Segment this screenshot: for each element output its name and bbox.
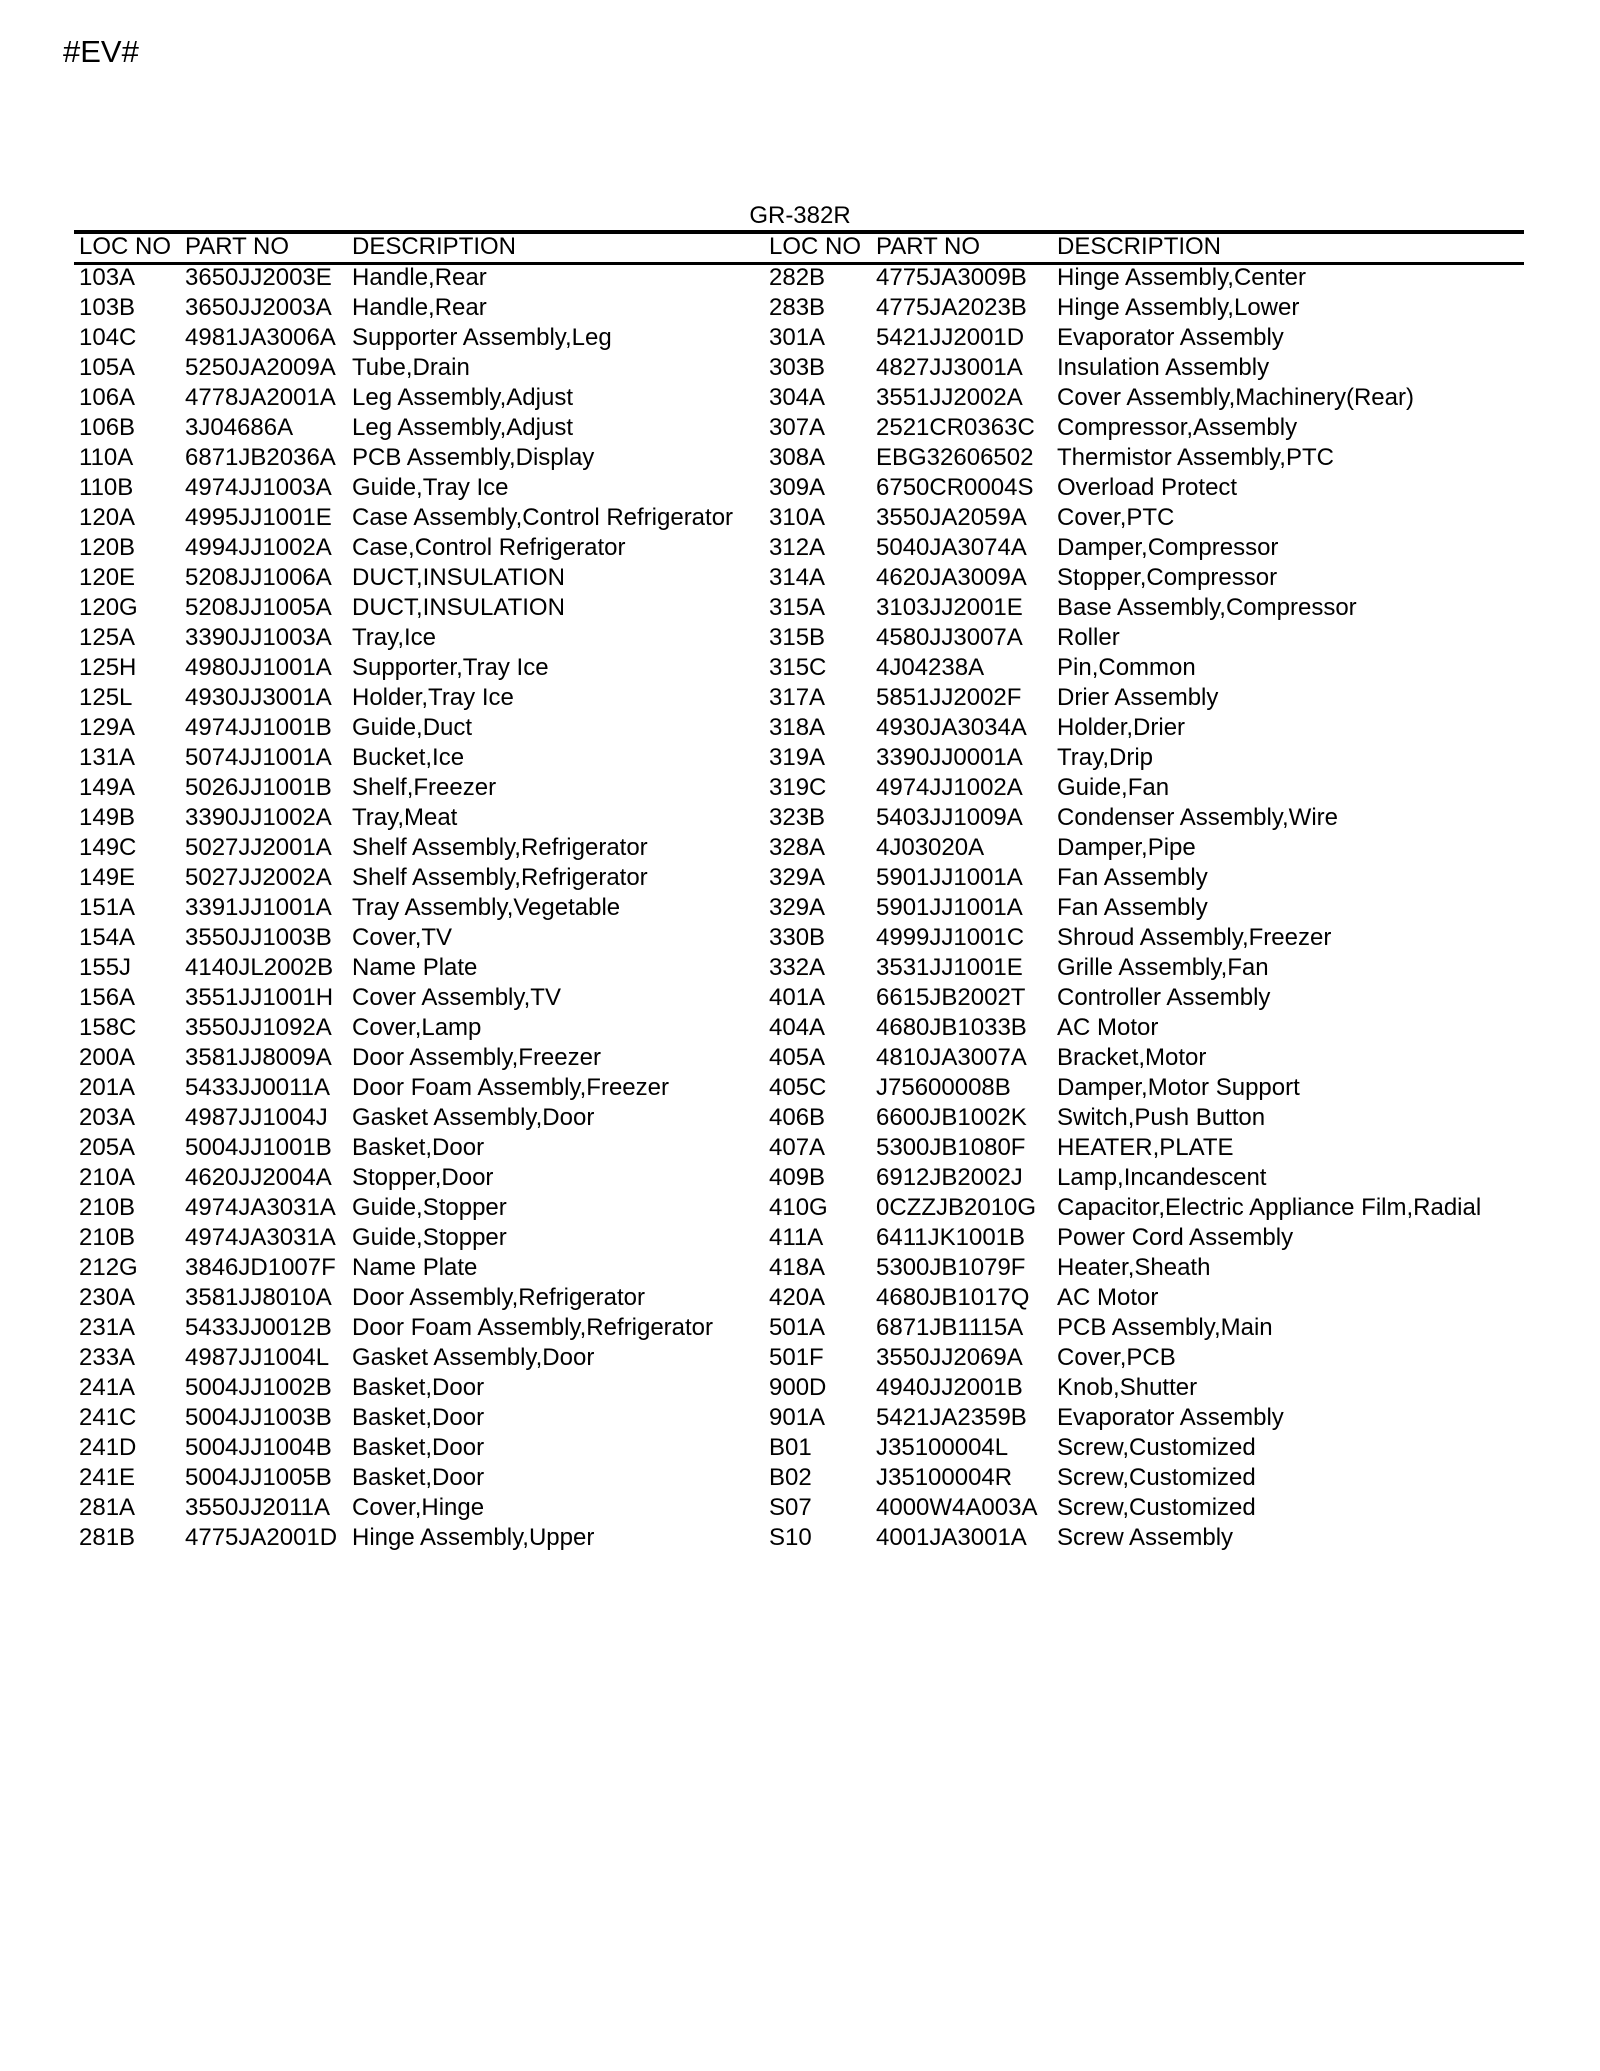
- left-desc-cell: Basket,Door: [352, 1464, 485, 1491]
- right-desc-cell: Evaporator Assembly: [1057, 1404, 1284, 1431]
- right-part-cell: 4930JA3034A: [876, 714, 1027, 741]
- right-desc-cell: Roller: [1057, 624, 1120, 651]
- right-part-cell: 5403JJ1009A: [876, 804, 1023, 831]
- left-part-cell: 3390JJ1002A: [185, 804, 332, 831]
- left-loc-cell: 106B: [79, 414, 136, 441]
- left-part-cell: 5026JJ1001B: [185, 774, 332, 801]
- right-loc-cell: 317A: [769, 684, 826, 711]
- right-desc-cell: Switch,Push Button: [1057, 1104, 1266, 1131]
- right-loc-header: LOC NO: [769, 233, 862, 260]
- left-loc-cell: 125H: [79, 654, 137, 681]
- left-part-cell: 3650JJ2003E: [185, 264, 332, 291]
- right-part-cell: 4810JA3007A: [876, 1044, 1027, 1071]
- right-loc-cell: 323B: [769, 804, 826, 831]
- right-part-cell: 6871JB1115A: [876, 1314, 1024, 1341]
- right-part-cell: 6912JB2002J: [876, 1164, 1023, 1191]
- left-desc-cell: Guide,Stopper: [352, 1194, 507, 1221]
- right-part-cell: J35100004L: [876, 1434, 1009, 1461]
- left-desc-cell: Cover,TV: [352, 924, 453, 951]
- left-loc-cell: 103B: [79, 294, 136, 321]
- right-loc-cell: 329A: [769, 864, 826, 891]
- right-part-cell: 6750CR0004S: [876, 474, 1034, 501]
- right-desc-cell: Cover,PTC: [1057, 504, 1175, 531]
- left-loc-cell: 129A: [79, 714, 136, 741]
- right-desc-cell: Condenser Assembly,Wire: [1057, 804, 1338, 831]
- left-part-cell: 4987JJ1004J: [185, 1104, 328, 1131]
- right-part-cell: 4775JA2023B: [876, 294, 1027, 321]
- right-part-cell: 3531JJ1001E: [876, 954, 1023, 981]
- right-loc-cell: 319A: [769, 744, 826, 771]
- left-desc-cell: Case,Control Refrigerator: [352, 534, 626, 561]
- right-desc-cell: Damper,Compressor: [1057, 534, 1279, 561]
- left-loc-cell: 120E: [79, 564, 136, 591]
- right-desc-cell: Pin,Common: [1057, 654, 1196, 681]
- left-desc-cell: Handle,Rear: [352, 294, 487, 321]
- left-desc-cell: Basket,Door: [352, 1404, 485, 1431]
- parts-table: [0, 232, 1600, 1592]
- right-desc-cell: Stopper,Compressor: [1057, 564, 1278, 591]
- right-part-cell: 2521CR0363C: [876, 414, 1035, 441]
- right-loc-cell: 900D: [769, 1374, 827, 1401]
- right-loc-cell: 901A: [769, 1404, 826, 1431]
- left-desc-cell: Basket,Door: [352, 1134, 485, 1161]
- right-desc-header: DESCRIPTION: [1057, 233, 1222, 260]
- left-part-cell: 3550JJ1003B: [185, 924, 332, 951]
- left-desc-cell: Handle,Rear: [352, 264, 487, 291]
- left-loc-cell: 233A: [79, 1344, 136, 1371]
- right-part-cell: 5421JJ2001D: [876, 324, 1025, 351]
- right-desc-rows: [1057, 263, 1481, 1553]
- right-loc-cell: 418A: [769, 1254, 826, 1281]
- left-loc-cell: 200A: [79, 1044, 136, 1071]
- left-loc-cell: 230A: [79, 1284, 136, 1311]
- right-loc-cell: 420A: [769, 1284, 826, 1311]
- right-desc-cell: Capacitor,Electric Appliance Film,Radial: [1057, 1194, 1482, 1221]
- left-desc-rows: [352, 263, 733, 1553]
- left-loc-cell: 210A: [79, 1164, 136, 1191]
- left-loc-cell: 241C: [79, 1404, 137, 1431]
- right-loc-cell: 411A: [769, 1224, 824, 1251]
- right-loc-cell: 282B: [769, 264, 826, 291]
- left-desc-cell: Tray Assembly,Vegetable: [352, 894, 621, 921]
- left-part-cell: 4620JJ2004A: [185, 1164, 332, 1191]
- right-loc-cell: 405A: [769, 1044, 826, 1071]
- left-part-cell: 4140JL2002B: [185, 954, 334, 981]
- right-part-column: [876, 232, 1038, 1551]
- right-desc-cell: Hinge Assembly,Lower: [1057, 294, 1300, 321]
- right-loc-cell: S07: [769, 1494, 812, 1521]
- left-loc-header: LOC NO: [79, 233, 172, 260]
- left-part-cell: 4974JJ1003A: [185, 474, 332, 501]
- left-loc-cell: 205A: [79, 1134, 136, 1161]
- left-desc-cell: Cover,Hinge: [352, 1494, 485, 1521]
- left-loc-cell: 105A: [79, 354, 136, 381]
- left-desc-column: [352, 232, 734, 1551]
- left-desc-header: DESCRIPTION: [352, 233, 517, 260]
- left-desc-cell: Stopper,Door: [352, 1164, 494, 1191]
- left-desc-cell: Guide,Duct: [352, 714, 473, 741]
- right-desc-cell: Insulation Assembly: [1057, 354, 1270, 381]
- left-desc-cell: Door Foam Assembly,Freezer: [352, 1074, 669, 1101]
- left-loc-cell: 158C: [79, 1014, 137, 1041]
- right-desc-cell: Holder,Drier: [1057, 714, 1186, 741]
- right-loc-cell: 283B: [769, 294, 826, 321]
- left-part-cell: 4974JJ1001B: [185, 714, 332, 741]
- right-part-cell: 3551JJ2002A: [876, 384, 1023, 411]
- left-part-cell: 5250JA2009A: [185, 354, 336, 381]
- right-part-cell: 4974JJ1002A: [876, 774, 1023, 801]
- left-desc-cell: PCB Assembly,Display: [352, 444, 595, 471]
- left-desc-cell: Door Foam Assembly,Refrigerator: [352, 1314, 714, 1341]
- right-desc-cell: Screw Assembly: [1057, 1524, 1234, 1551]
- left-desc-cell: Case Assembly,Control Refrigerator: [352, 504, 734, 531]
- left-loc-cell: 231A: [79, 1314, 136, 1341]
- right-desc-cell: Screw,Customized: [1057, 1494, 1256, 1521]
- right-loc-cell: 405C: [769, 1074, 827, 1101]
- right-part-cell: 6615JB2002T: [876, 984, 1026, 1011]
- left-loc-cell: 241D: [79, 1434, 137, 1461]
- page-tag: #EV#: [63, 34, 139, 69]
- right-desc-cell: AC Motor: [1057, 1284, 1159, 1311]
- left-part-cell: 3J04686A: [185, 414, 294, 441]
- right-loc-cell: 315A: [769, 594, 826, 621]
- right-desc-cell: Grille Assembly,Fan: [1057, 954, 1269, 981]
- left-part-cell: 5027JJ2001A: [185, 834, 332, 861]
- left-part-cell: 5004JJ1003B: [185, 1404, 332, 1431]
- left-desc-cell: Name Plate: [352, 954, 478, 981]
- left-loc-cell: 241A: [79, 1374, 136, 1401]
- left-loc-cell: 104C: [79, 324, 137, 351]
- left-desc-cell: Leg Assembly,Adjust: [352, 384, 574, 411]
- left-part-cell: 5208JJ1005A: [185, 594, 332, 621]
- right-loc-cell: 310A: [769, 504, 826, 531]
- left-loc-cell: 125A: [79, 624, 136, 651]
- right-desc-cell: Damper,Motor Support: [1057, 1074, 1300, 1101]
- right-loc-cell: B01: [769, 1434, 812, 1461]
- right-loc-cell: 314A: [769, 564, 826, 591]
- right-part-cell: 5300JB1079F: [876, 1254, 1026, 1281]
- right-part-cell: 3550JA2059A: [876, 504, 1027, 531]
- right-loc-cell: 318A: [769, 714, 826, 741]
- right-loc-cell: 407A: [769, 1134, 826, 1161]
- right-part-cell: 5901JJ1001A: [876, 864, 1023, 891]
- right-part-cell: EBG32606502: [876, 444, 1034, 471]
- right-loc-column: [769, 232, 862, 1551]
- right-part-cell: 5040JA3074A: [876, 534, 1027, 561]
- left-part-cell: 3581JJ8009A: [185, 1044, 332, 1071]
- right-loc-cell: 309A: [769, 474, 826, 501]
- right-loc-cell: 409B: [769, 1164, 826, 1191]
- right-desc-cell: Controller Assembly: [1057, 984, 1271, 1011]
- right-desc-cell: HEATER,PLATE: [1057, 1134, 1234, 1161]
- right-loc-cell: 501A: [769, 1314, 826, 1341]
- right-part-cell: 4620JA3009A: [876, 564, 1027, 591]
- left-loc-cell: 241E: [79, 1464, 136, 1491]
- right-part-cell: 4827JJ3001A: [876, 354, 1023, 381]
- right-desc-cell: Fan Assembly: [1057, 864, 1208, 891]
- left-part-cell: 4981JA3006A: [185, 324, 336, 351]
- left-desc-cell: DUCT,INSULATION: [352, 564, 565, 591]
- left-loc-cell: 120B: [79, 534, 136, 561]
- right-loc-cell: 312A: [769, 534, 826, 561]
- right-part-cell: 4680JB1033B: [876, 1014, 1027, 1041]
- left-loc-cell: 110B: [79, 474, 134, 501]
- right-loc-cell: 304A: [769, 384, 826, 411]
- right-part-cell: 4000W4A003A: [876, 1494, 1038, 1521]
- left-desc-cell: Tray,Meat: [352, 804, 458, 831]
- left-desc-cell: Hinge Assembly,Upper: [352, 1524, 595, 1551]
- right-desc-cell: Knob,Shutter: [1057, 1374, 1198, 1401]
- left-part-header: PART NO: [185, 233, 290, 260]
- right-desc-cell: Tray,Drip: [1057, 744, 1153, 771]
- left-part-cell: 3391JJ1001A: [185, 894, 332, 921]
- right-desc-cell: Screw,Customized: [1057, 1434, 1256, 1461]
- left-part-cell: 4980JJ1001A: [185, 654, 332, 681]
- left-part-cell: 5004JJ1004B: [185, 1434, 332, 1461]
- left-desc-cell: Name Plate: [352, 1254, 478, 1281]
- left-desc-cell: Holder,Tray Ice: [352, 684, 514, 711]
- left-part-cell: 3650JJ2003A: [185, 294, 332, 321]
- left-loc-cell: 151A: [79, 894, 136, 921]
- right-part-cell: 5901JJ1001A: [876, 894, 1023, 921]
- left-loc-cell: 203A: [79, 1104, 136, 1131]
- right-part-cell: 4J03020A: [876, 834, 985, 861]
- right-desc-cell: Base Assembly,Compressor: [1057, 594, 1357, 621]
- right-part-cell: 3103JJ2001E: [876, 594, 1023, 621]
- left-loc-cell: 110A: [79, 444, 134, 471]
- left-desc-cell: Supporter Assembly,Leg: [352, 324, 612, 351]
- right-desc-column: [1057, 232, 1482, 1551]
- right-desc-cell: Drier Assembly: [1057, 684, 1219, 711]
- left-loc-cell: 281B: [79, 1524, 136, 1551]
- left-desc-cell: Cover,Lamp: [352, 1014, 482, 1041]
- right-part-cell: 4999JJ1001C: [876, 924, 1025, 951]
- left-desc-cell: Bucket,Ice: [352, 744, 465, 771]
- right-part-cell: J35100004R: [876, 1464, 1013, 1491]
- left-desc-cell: Shelf,Freezer: [352, 774, 497, 801]
- right-desc-cell: Hinge Assembly,Center: [1057, 264, 1306, 291]
- right-desc-cell: Evaporator Assembly: [1057, 324, 1284, 351]
- left-loc-cell: 281A: [79, 1494, 136, 1521]
- left-part-cell: 3390JJ1003A: [185, 624, 332, 651]
- left-desc-cell: Basket,Door: [352, 1374, 485, 1401]
- left-loc-cell: 149E: [79, 864, 136, 891]
- right-desc-cell: Screw,Customized: [1057, 1464, 1256, 1491]
- right-loc-cell: 303B: [769, 354, 826, 381]
- left-part-cell: 4974JA3031A: [185, 1224, 336, 1251]
- left-part-cell: 3550JJ2011A: [185, 1494, 331, 1521]
- right-part-cell: 0CZZJB2010G: [876, 1194, 1037, 1221]
- right-loc-cell: 315C: [769, 654, 827, 681]
- right-desc-cell: AC Motor: [1057, 1014, 1159, 1041]
- left-loc-cell: 149C: [79, 834, 137, 861]
- right-part-cell: 3550JJ2069A: [876, 1344, 1023, 1371]
- left-loc-cell: 125L: [79, 684, 133, 711]
- right-part-cell: 4580JJ3007A: [876, 624, 1023, 651]
- left-part-cell: 4994JJ1002A: [185, 534, 332, 561]
- left-part-cell: 3846JD1007F: [185, 1254, 336, 1281]
- left-part-cell: 4987JJ1004L: [185, 1344, 330, 1371]
- left-part-cell: 4775JA2001D: [185, 1524, 338, 1551]
- left-desc-cell: Gasket Assembly,Door: [352, 1344, 595, 1371]
- left-desc-cell: Shelf Assembly,Refrigerator: [352, 864, 648, 891]
- right-desc-cell: Thermistor Assembly,PTC: [1057, 444, 1334, 471]
- right-part-cell: 4940JJ2001B: [876, 1374, 1023, 1401]
- left-part-cell: 5074JJ1001A: [185, 744, 332, 771]
- left-part-rows: [185, 263, 337, 1553]
- right-part-cell: J75600008B: [876, 1074, 1011, 1101]
- left-part-cell: 5433JJ0012B: [185, 1314, 332, 1341]
- left-desc-cell: Supporter,Tray Ice: [352, 654, 549, 681]
- left-loc-cell: 212G: [79, 1254, 138, 1281]
- left-desc-cell: Tray,Ice: [352, 624, 437, 651]
- left-loc-column: [79, 232, 172, 1551]
- left-part-cell: 5208JJ1006A: [185, 564, 332, 591]
- right-desc-cell: Cover,PCB: [1057, 1344, 1176, 1371]
- right-part-cell: 5300JB1080F: [876, 1134, 1026, 1161]
- right-part-cell: 4001JA3001A: [876, 1524, 1027, 1551]
- left-loc-cell: 106A: [79, 384, 136, 411]
- right-desc-cell: Bracket,Motor: [1057, 1044, 1207, 1071]
- right-loc-cell: 401A: [769, 984, 826, 1011]
- right-loc-cell: B02: [769, 1464, 812, 1491]
- left-desc-cell: Basket,Door: [352, 1434, 485, 1461]
- right-part-header: PART NO: [876, 233, 981, 260]
- left-part-cell: 5004JJ1001B: [185, 1134, 332, 1161]
- right-desc-cell: Heater,Sheath: [1057, 1254, 1211, 1281]
- left-loc-cell: 155J: [79, 954, 132, 981]
- left-part-cell: 5027JJ2002A: [185, 864, 332, 891]
- left-loc-cell: 103A: [79, 264, 136, 291]
- right-desc-cell: PCB Assembly,Main: [1057, 1314, 1273, 1341]
- left-part-cell: 3581JJ8010A: [185, 1284, 332, 1311]
- right-part-cell: 4680JB1017Q: [876, 1284, 1030, 1311]
- left-desc-cell: Gasket Assembly,Door: [352, 1104, 595, 1131]
- left-desc-cell: DUCT,INSULATION: [352, 594, 565, 621]
- left-part-cell: 4930JJ3001A: [185, 684, 332, 711]
- left-loc-cell: 210B: [79, 1194, 136, 1221]
- right-part-cell: 5851JJ2002F: [876, 684, 1022, 711]
- right-loc-rows: [769, 263, 828, 1553]
- right-loc-cell: 410G: [769, 1194, 828, 1221]
- right-part-cell: 4775JA3009B: [876, 264, 1027, 291]
- left-part-cell: 5004JJ1002B: [185, 1374, 332, 1401]
- model-title: GR-382R: [749, 202, 851, 229]
- left-loc-cell: 156A: [79, 984, 136, 1011]
- right-desc-cell: Cover Assembly,Machinery(Rear): [1057, 384, 1414, 411]
- left-part-cell: 3550JJ1092A: [185, 1014, 332, 1041]
- right-loc-cell: 315B: [769, 624, 826, 651]
- left-part-cell: 4778JA2001A: [185, 384, 336, 411]
- right-part-cell: 6600JB1002K: [876, 1104, 1027, 1131]
- left-loc-cell: 154A: [79, 924, 136, 951]
- right-loc-cell: 330B: [769, 924, 826, 951]
- right-desc-cell: Compressor,Assembly: [1057, 414, 1298, 441]
- right-part-cell: 6411JK1001B: [876, 1224, 1026, 1251]
- left-loc-cell: 149B: [79, 804, 136, 831]
- right-loc-cell: 319C: [769, 774, 827, 801]
- left-part-cell: 4974JA3031A: [185, 1194, 336, 1221]
- right-loc-cell: 307A: [769, 414, 826, 441]
- left-loc-cell: 120G: [79, 594, 138, 621]
- right-loc-cell: 332A: [769, 954, 826, 981]
- right-loc-cell: 301A: [769, 324, 826, 351]
- right-loc-cell: S10: [769, 1524, 812, 1551]
- right-loc-cell: 404A: [769, 1014, 826, 1041]
- left-part-cell: 5433JJ0011A: [185, 1074, 331, 1101]
- left-desc-cell: Guide,Tray Ice: [352, 474, 509, 501]
- right-loc-cell: 328A: [769, 834, 826, 861]
- right-part-cell: 5421JA2359B: [876, 1404, 1027, 1431]
- right-part-cell: 3390JJ0001A: [876, 744, 1023, 771]
- left-part-cell: 4995JJ1001E: [185, 504, 332, 531]
- left-loc-cell: 131A: [79, 744, 136, 771]
- left-desc-cell: Guide,Stopper: [352, 1224, 507, 1251]
- right-desc-cell: Fan Assembly: [1057, 894, 1208, 921]
- right-part-rows: [876, 263, 1037, 1553]
- right-desc-cell: Shroud Assembly,Freezer: [1057, 924, 1332, 951]
- right-loc-cell: 329A: [769, 894, 826, 921]
- left-loc-cell: 149A: [79, 774, 136, 801]
- left-desc-cell: Tube,Drain: [352, 354, 470, 381]
- right-part-cell: 4J04238A: [876, 654, 985, 681]
- left-desc-cell: Door Assembly,Refrigerator: [352, 1284, 645, 1311]
- left-loc-cell: 201A: [79, 1074, 136, 1101]
- left-desc-cell: Shelf Assembly,Refrigerator: [352, 834, 648, 861]
- right-desc-cell: Power Cord Assembly: [1057, 1224, 1294, 1251]
- left-part-cell: 6871JB2036A: [185, 444, 336, 471]
- left-loc-rows: [79, 263, 138, 1553]
- right-loc-cell: 308A: [769, 444, 826, 471]
- right-desc-cell: Overload Protect: [1057, 474, 1238, 501]
- left-desc-cell: Leg Assembly,Adjust: [352, 414, 574, 441]
- left-part-column: [185, 232, 338, 1551]
- left-desc-cell: Cover Assembly,TV: [352, 984, 561, 1011]
- left-loc-cell: 120A: [79, 504, 136, 531]
- left-part-cell: 3551JJ1001H: [185, 984, 334, 1011]
- left-loc-cell: 210B: [79, 1224, 136, 1251]
- right-loc-cell: 501F: [769, 1344, 824, 1371]
- left-part-cell: 5004JJ1005B: [185, 1464, 332, 1491]
- right-desc-cell: Damper,Pipe: [1057, 834, 1196, 861]
- right-loc-cell: 406B: [769, 1104, 826, 1131]
- right-desc-cell: Guide,Fan: [1057, 774, 1170, 801]
- left-desc-cell: Door Assembly,Freezer: [352, 1044, 601, 1071]
- right-desc-cell: Lamp,Incandescent: [1057, 1164, 1267, 1191]
